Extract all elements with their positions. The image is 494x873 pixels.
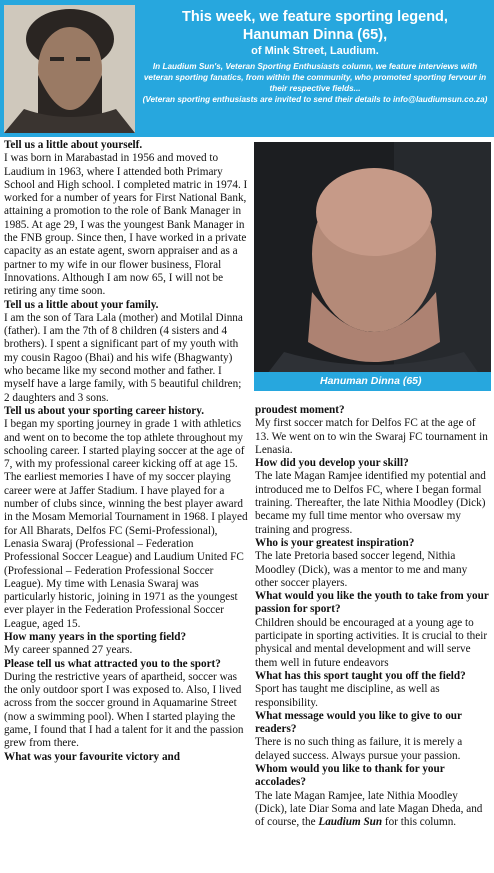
banner-invite: (Veteran sporting enthusiasts are invited to send their details to info@laudiumsun.co.za) (142, 95, 488, 104)
answer: I am the son of Tara Lala (mother) and Motilal Dinna (father). I am the 7th of 8 children (4 sisters and 4 brothers). I spent a significant part of my youth with my cousin Ragoo (Bhai) and his wife (Bhagwanty) who became like my second mother and father. I myself have a large family, with 5 beautiful children; 2 daughters and 3 sons. (4, 311, 243, 404)
question: Who is your greatest inspiration? (255, 536, 415, 549)
answer: There is no such thing as failure, it is merely a delayed success. Always pursue your passion. (255, 736, 463, 762)
answer: My first soccer match for Delfos FC at the age of 13. We went on to win the Swaraj FC tournament in Lenasia. (255, 417, 488, 456)
banner-text (140, 8, 490, 105)
young-portrait-photo (4, 5, 135, 133)
answer: Sport has taught me discipline, as well as responsibility. (255, 683, 440, 709)
portrait-caption: Hanuman Dinna (65) (254, 372, 491, 391)
newspaper-name: Laudium Sun (318, 816, 383, 829)
question: How many years in the sporting field? (4, 630, 187, 643)
question: What was your favourite victory and (4, 750, 180, 763)
question: Tell us a little about yourself. (4, 139, 143, 151)
question-continued: proudest moment? (255, 404, 345, 416)
portrait-photo (254, 142, 491, 391)
question: What would you like the youth to take from your passion for sport? (255, 590, 489, 616)
question: What message would you like to give to our readers? (255, 709, 462, 736)
answer: During the restrictive years of apartheid, soccer was the only outdoor sport I was exposed to. Also, I lived across from the soccer ground in Aquamarine Street (now a swimming pool). When I started playing the game, I found that I had a talent for it and the passion grew from there. (4, 670, 244, 750)
answer: Children should be encouraged at a young age to participate in sporting activities. It is crucial to their physical and mental development and will serve them well in future endeavors (255, 616, 488, 669)
question: How did you develop your skill? (255, 457, 409, 470)
banner-name: Hanuman Dinna (65), (242, 27, 388, 43)
banner-address: of Mink Street, Laudium. (251, 45, 379, 57)
answer: I was born in Marabastad in 1956 and moved to Laudium in 1963, where I attended both Primary School and High school. I completed matric in 1974. I worked for a number of years for First National Bank, attaining a promotion to the role of Bank Manager in 1985. At age 29, I was the youngest Bank Manager in the FNB group. Since then, I have worked in a private capacity as an estate agent, sworn appraiser and as a partner to my wife in our flower business, Floral Innovations. Although I am now 65, I will not be retiring any time soon. (4, 152, 248, 298)
feature-banner (0, 0, 494, 137)
answer-text: The late Magan Ramjee, late Nithia Moodley (Dick), late Diar Soma and late Magan Dheda, and of course, the (255, 789, 483, 829)
question: What has this sport taught you off the field? (255, 669, 466, 682)
answer (255, 790, 490, 830)
banner-title: This week, we feature sporting legend, (182, 9, 448, 25)
question: Whom would you like to thank for your accolades? (255, 763, 445, 789)
question: Please tell us what attracted you to the sport? (4, 657, 221, 670)
answer: My career spanned 27 years. (4, 644, 133, 657)
answer: I began my sporting journey in grade 1 with athletics and went on to become the top athlete throughout my schooling career. I started playing soccer at the age of 7, with my professional career kicking off at age 15. The earliest memories I have of my soccer playing career were at Jaffer Stadium. I have played for a number of clubs since, winning the best player award in the Mosam Memorial Tournament in 1968. I played for All Bharats, Delfos FC (Semi-Professional), Lenasia Swaraj (Professional – Federation Professional Soccer League) and Laudium United FC (Professional – Federation Professional Soccer League). My time with Lenasia Swaraj was particularly historic, joining in 1971 as the youngest ever player in the Federation Professional Soccer League, aged 15. (4, 418, 248, 630)
answer: The late Magan Ramjee identified my potential and introduced me to Delfos FC, where I began formal training. Thereafter, the late Nithia Moodley (Dick) became my full time mentor who oversaw my training and progress. (255, 470, 486, 536)
article-left-column (4, 139, 249, 764)
answer: The late Pretoria based soccer legend, Nithia Moodley (Dick), was a mentor to me and many other soccer players. (255, 550, 468, 589)
article-right-column (255, 404, 490, 830)
question: Tell us about your sporting career history. (4, 404, 205, 417)
answer-text: for this column. (382, 816, 457, 829)
question: Tell us a little about your family. (4, 298, 159, 311)
banner-blurb: In Laudium Sun's, Veteran Sporting Enthusiasts column, we feature interviews with veteran sporting fanatics, from within the community, who promoted sporting fervour in their respective fields... (143, 62, 487, 93)
